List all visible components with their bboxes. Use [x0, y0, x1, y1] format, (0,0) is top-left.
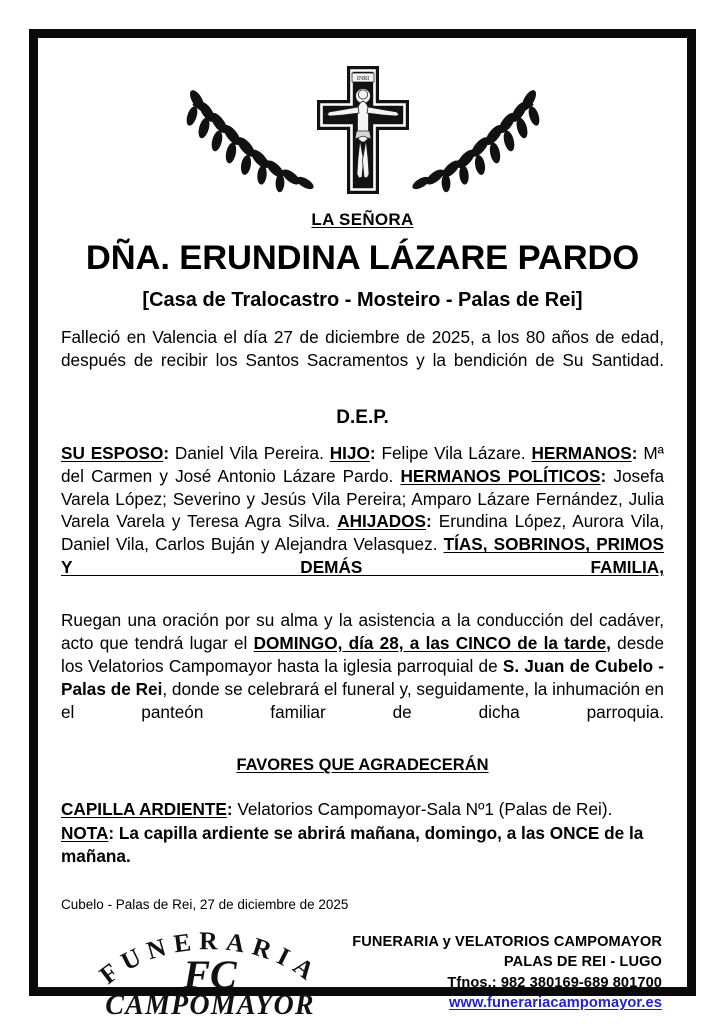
siblings-in-law-colon: :: [600, 465, 607, 486]
family-list: [61, 442, 664, 601]
service-text-before: Ruegan una oración por su alma y la asistencia a la conducción del cadáver, acto que tendrá lugar el: [61, 609, 664, 653]
page-border-frame: [29, 29, 696, 1019]
spouse-label: SU ESPOSO: [61, 443, 164, 464]
logo-base-text: CAMPOMAYOR: [105, 990, 315, 1019]
favores-heading: FAVORES QUE AGRADECERÁN: [236, 755, 489, 774]
son-colon: :: [369, 443, 376, 464]
laurel-branch-icon: [184, 88, 315, 192]
deceased-origin: [Casa de Tralocastro - Mosteiro - Palas de Rei]: [142, 289, 583, 311]
honorific-heading: LA SEÑORA: [311, 210, 414, 229]
note-colon: :: [108, 822, 115, 843]
svg-text:INRI: INRI: [356, 76, 369, 83]
siblings-colon: :: [631, 443, 638, 464]
inri-banner: [352, 73, 374, 82]
company-website-link[interactable]: www.funerariacampomayor.es: [449, 995, 662, 1012]
logo-arc-text: FUNERARIA: [93, 926, 326, 990]
spouse-names: Daniel Vila Pereira.: [174, 443, 324, 464]
dep-abbreviation: D.E.P.: [336, 407, 389, 429]
company-location-line: PALAS DE REI - LUGO: [503, 954, 662, 971]
godchildren-label: AHIJADOS: [337, 511, 427, 532]
godchildren-colon: :: [426, 511, 432, 532]
laurel-branch-icon: [410, 88, 541, 192]
note-value: La capilla ardiente se abrirá mañana, domingo, a las ONCE de la mañana.: [61, 822, 644, 866]
memorial-emblem: [163, 60, 563, 200]
spouse-colon: :: [163, 443, 170, 464]
footer: [61, 926, 664, 1023]
funeraria-campomayor-logo-icon: [71, 926, 349, 1018]
extended-family: TÍAS, SOBRINOS, PRIMOS Y DEMÁS FAMILIA,: [61, 534, 664, 578]
crucifix-icon: [317, 66, 409, 194]
death-paragraph: Falleció en Valencia el día 27 de diciembre de 2025, a los 80 años de edad, después de recibir los Santos Sacramentos y la bendición de Su Santidad.: [61, 327, 664, 371]
service-text-after: , donde se celebrará el funeral y, seguidamente, la inhumación en el panteón familiar de dicha parroquia.: [61, 678, 664, 722]
service-paragraph: [61, 609, 664, 747]
chapel-label: CAPILLA ARDIENTE: [61, 798, 227, 819]
siblings-in-law-label: HERMANOS POLÍTICOS: [400, 465, 601, 486]
service-datetime-comma: ,: [606, 632, 611, 653]
logo-monogram: FC: [183, 952, 237, 998]
company-logo: [61, 926, 351, 1023]
chapel-value: Velatorios Campomayor-Sala Nº1 (Palas de Rei).: [232, 798, 613, 819]
siblings-label: HERMANOS: [531, 443, 632, 464]
chapel-info: [61, 798, 664, 821]
company-contact: [351, 926, 664, 1014]
note-label: NOTA: [61, 822, 109, 843]
company-name-line: FUNERARIA y VELATORIOS CAMPOMAYOR: [352, 934, 662, 951]
deceased-name: DÑA. ERUNDINA LÁZARE PARDO: [85, 239, 640, 277]
service-church: S. Juan de Cubelo - Palas de Rei: [61, 655, 665, 699]
siblings-in-law-names: Josefa Varela López; Severino y Jesús Vila Pereira; Amparo Lázare Fernández, Julia Varela Varela y Teresa Agra Silva.: [61, 465, 664, 532]
son-names: Felipe Vila Lázare.: [381, 443, 526, 464]
siblings-names: Mª del Carmen y José Antonio Lázare Pardo.: [61, 443, 665, 486]
godchildren-names: Erundina López, Aurora Vila, Daniel Vila, Carlos Buján y Alejandra Velasquez.: [61, 511, 665, 555]
son-label: HIJO: [329, 443, 370, 464]
service-text-middle: desde los Velatorios Campomayor hasta la iglesia parroquial de: [61, 632, 665, 676]
esquela-content: [38, 38, 687, 1019]
note-info: [61, 822, 664, 868]
company-phones: Tfnos.: 982 380169-689 801700: [447, 974, 662, 991]
service-datetime: DOMINGO, día 28, a las CINCO de la tarde: [253, 632, 607, 653]
place-and-date: Cubelo - Palas de Rei, 27 de diciembre de 2025: [61, 897, 349, 913]
chapel-colon: :: [226, 798, 233, 819]
